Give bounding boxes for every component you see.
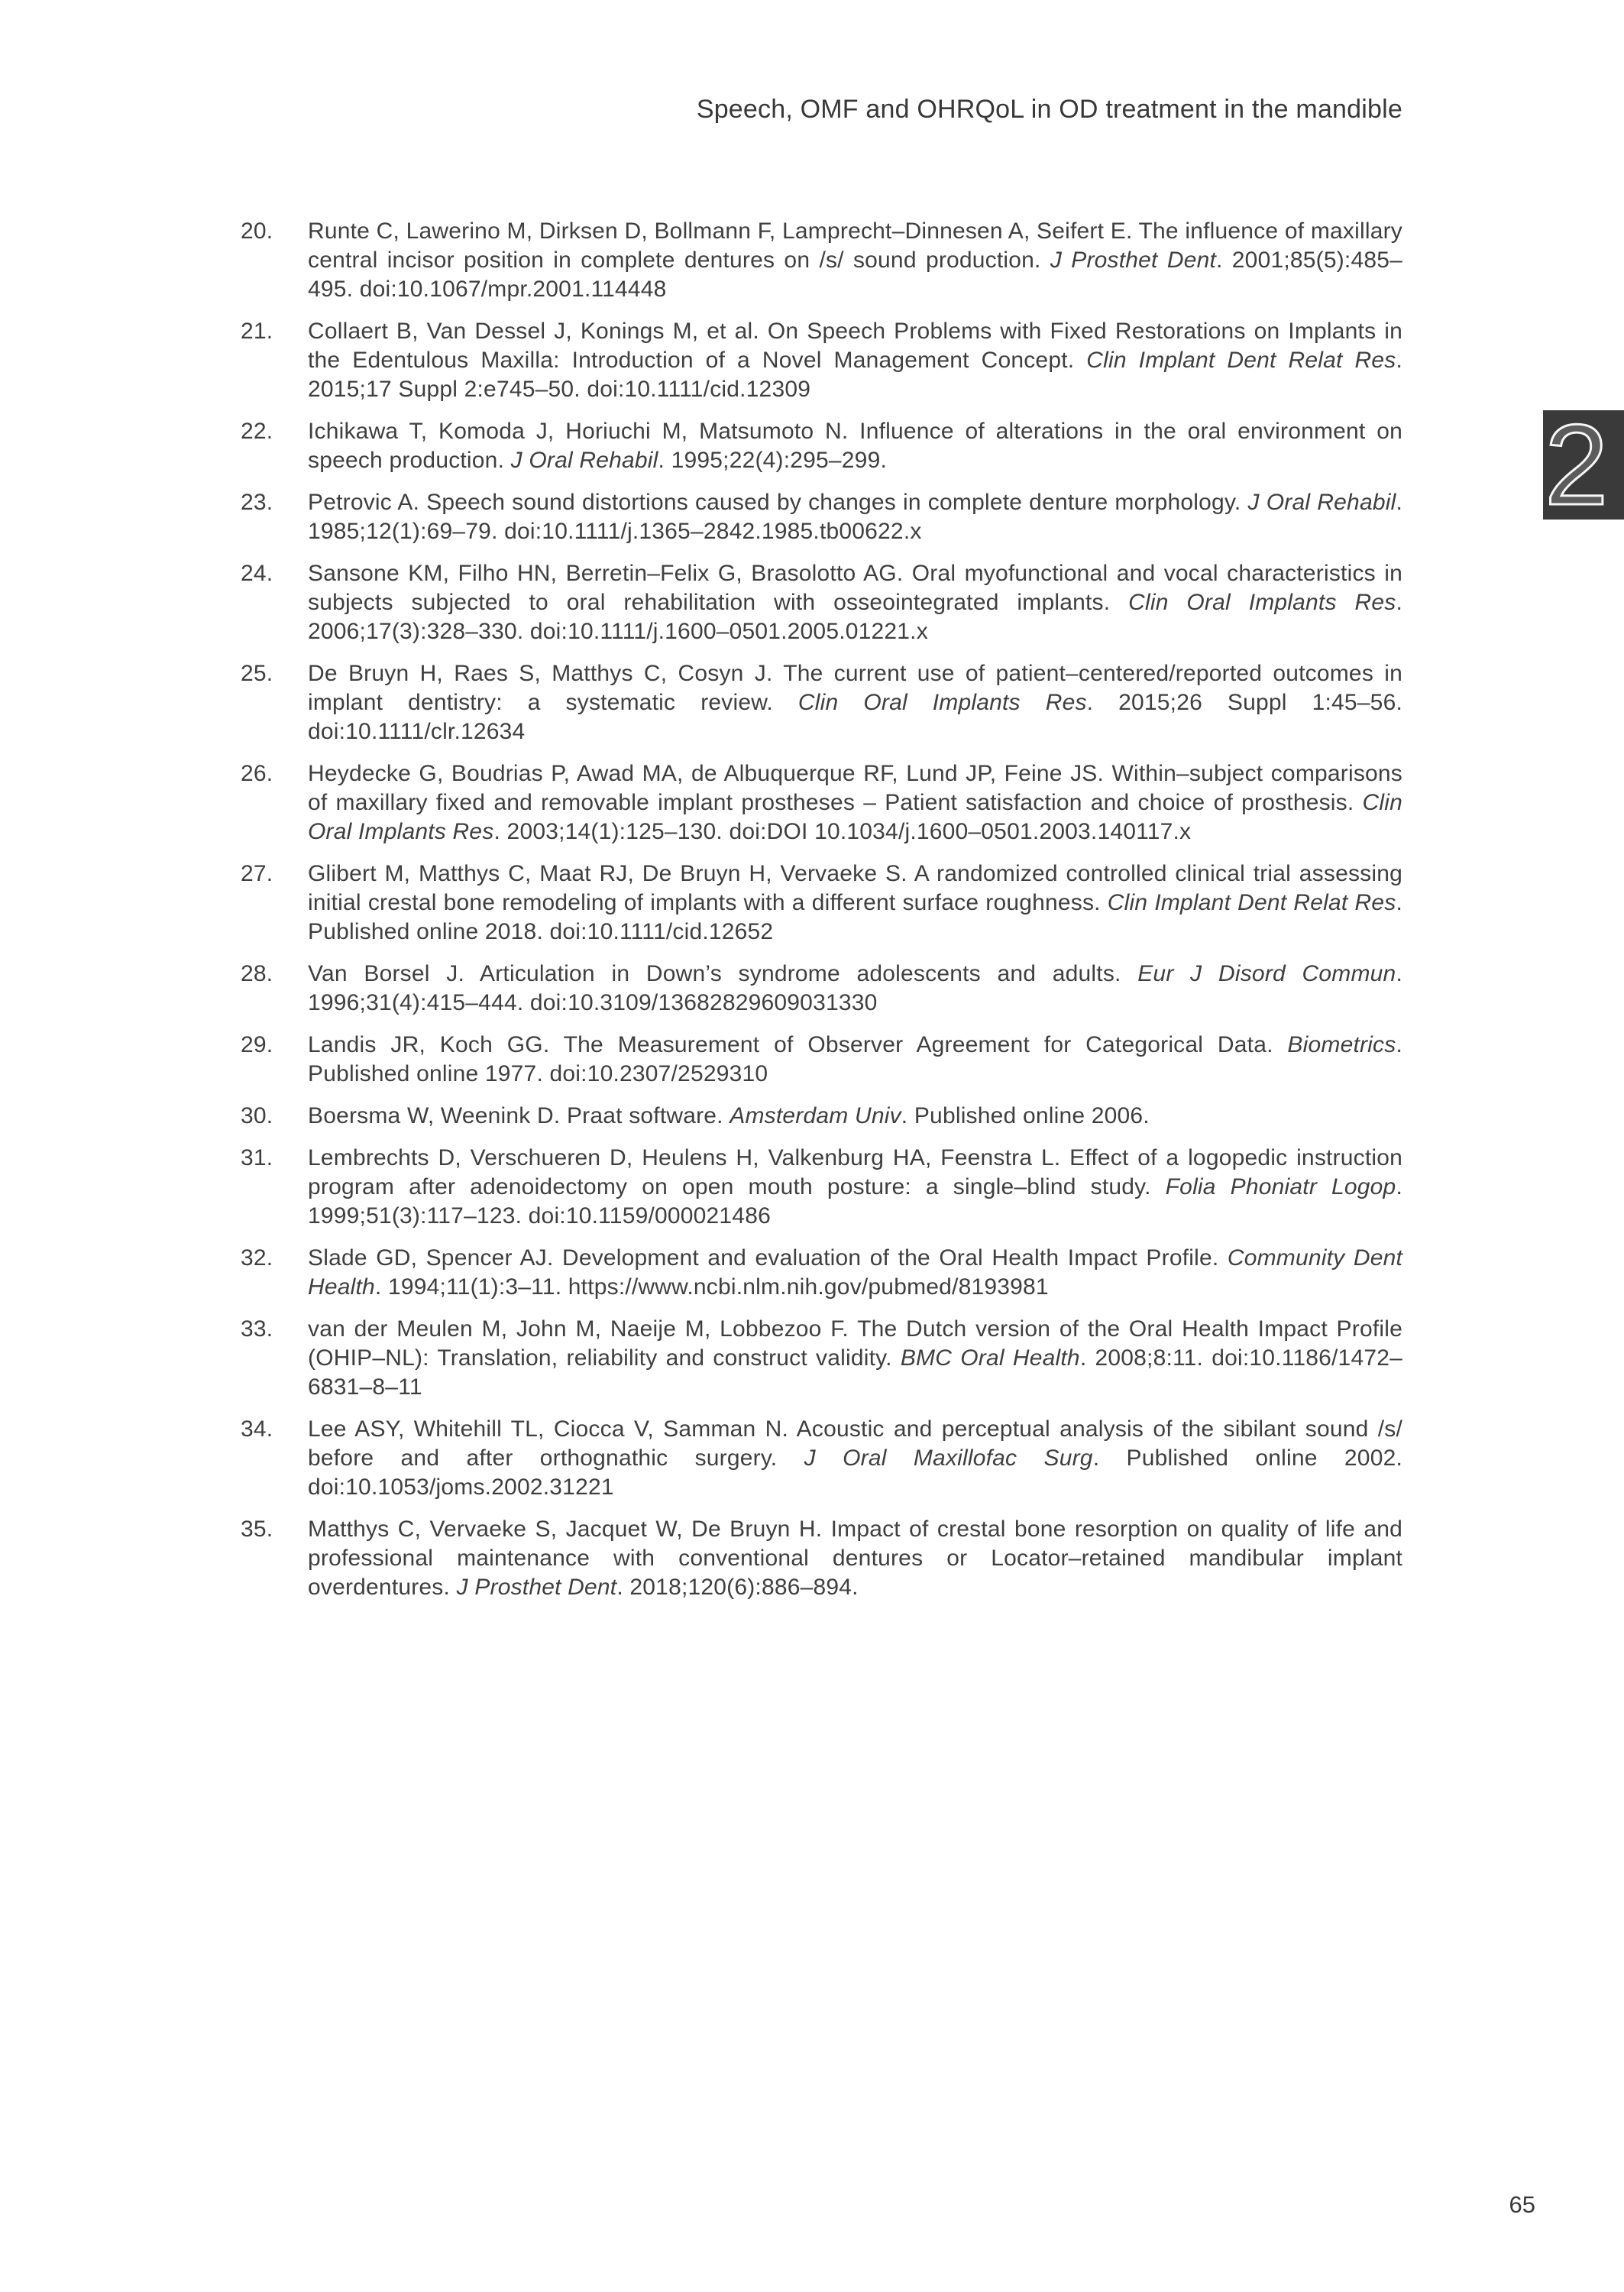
reference-text: Sansone KM, Filho HN, Berretin–Felix G, Brasolotto AG. Oral myofunctional and vocal characteristics in subjects subjected to oral rehabilitation with osseointegrated implants. Clin Oral Implants Res. 2006;17(3):328–330. doi:10.1111/j.1600–0501.2005.01221.x <box>308 561 1402 644</box>
reference-number: 33. <box>241 1316 273 1342</box>
reference-item <box>241 1415 1402 1502</box>
chapter-number: 2 <box>1545 400 1609 529</box>
reference-item <box>241 860 1402 947</box>
reference-number: 28. <box>241 961 273 986</box>
chapter-tab <box>1543 400 1624 529</box>
reference-number: 34. <box>241 1416 273 1442</box>
reference-text: Runte C, Lawerino M, Dirksen D, Bollmann F, Lamprecht–Dinnesen A, Seifert E. The influence of maxillary central incisor position in complete dentures on /s/ sound production. J Prosthet Dent. 2001;85(5):485–495. doi:10.1067/mpr.2001.114448 <box>308 219 1402 302</box>
reference-number: 23. <box>241 490 273 515</box>
reference-item <box>241 1315 1402 1402</box>
reference-item <box>241 317 1402 404</box>
reference-text: Matthys C, Vervaeke S, Jacquet W, De Bruyn H. Impact of crestal bone resorption on quality of life and professional maintenance with conventional dentures or Locator–retained mandibular implant overdentures. J Prosthet Dent. 2018;120(6):886–894. <box>308 1517 1402 1600</box>
reference-text: Slade GD, Spencer AJ. Development and evaluation of the Oral Health Impact Profile. Community Dent Health. 1994;11(1):3–11. https://www.ncbi.nlm.nih.gov/pubmed/8193981 <box>308 1245 1402 1300</box>
reference-number: 32. <box>241 1245 273 1271</box>
reference-number: 20. <box>241 219 273 244</box>
reference-number: 24. <box>241 561 273 586</box>
reference-number: 26. <box>241 761 273 786</box>
reference-item <box>241 1102 1402 1131</box>
reference-text: Ichikawa T, Komoda J, Horiuchi M, Matsumoto N. Influence of alterations in the oral environment on speech production. J Oral Rehabil. 1995;22(4):295–299. <box>308 419 1402 473</box>
reference-text: Glibert M, Matthys C, Maat RJ, De Bruyn H, Vervaeke S. A randomized controlled clinical trial assessing initial crestal bone remodeling of implants with a different surface roughness. Clin Implant Dent Relat Res. Published online 2018. doi:10.1111/cid.12652 <box>308 861 1402 944</box>
reference-item <box>241 488 1402 546</box>
reference-item <box>241 217 1402 304</box>
reference-list <box>241 217 1402 1615</box>
reference-item <box>241 1244 1402 1302</box>
reference-item <box>241 759 1402 847</box>
reference-text: Boersma W, Weenink D. Praat software. Amsterdam Univ. Published online 2006. <box>308 1103 1150 1128</box>
reference-item <box>241 559 1402 646</box>
reference-item <box>241 659 1402 746</box>
reference-text: Landis JR, Koch GG. The Measurement of Observer Agreement for Categorical Data. Biometrics. Published online 1977. doi:10.2307/2529310 <box>308 1032 1402 1086</box>
running-header: Speech, OMF and OHRQoL in OD treatment in the mandible <box>696 95 1402 124</box>
reference-text: Heydecke G, Boudrias P, Awad MA, de Albuquerque RF, Lund JP, Feine JS. Within–subject comparisons of maxillary fixed and removable implant prostheses – Patient satisfaction and choice of prosthesis. Clin Oral Implants Res. 2003;14(1):125–130. doi:DOI 10.1034/j.1600–0501.2003.140117.x <box>308 761 1402 844</box>
page-number: 65 <box>1509 2191 1535 2218</box>
reference-number: 31. <box>241 1145 273 1170</box>
reference-text: De Bruyn H, Raes S, Matthys C, Cosyn J. The current use of patient–centered/reported outcomes in implant dentistry: a systematic review. Clin Oral Implants Res. 2015;26 Suppl 1:45–56. doi:10.1111/clr.12634 <box>308 661 1402 744</box>
reference-number: 21. <box>241 319 273 344</box>
reference-text: Lembrechts D, Verschueren D, Heulens H, Valkenburg HA, Feenstra L. Effect of a logopedic instruction program after adenoidectomy on open mouth posture: a single–blind study. Folia Phoniatr Logop. 1999;51(3):117–123. doi:10.1159/000021486 <box>308 1145 1402 1229</box>
reference-text: Petrovic A. Speech sound distortions caused by changes in complete denture morphology. J Oral Rehabil. 1985;12(1):69–79. doi:10.1111/j.1365–2842.1985.tb00622.x <box>308 490 1402 544</box>
reference-text: Lee ASY, Whitehill TL, Ciocca V, Samman N. Acoustic and perceptual analysis of the sibilant sound /s/ before and after orthognathic surgery. J Oral Maxillofac Surg. Published online 2002. doi:10.1053/joms.2002.31221 <box>308 1416 1402 1500</box>
reference-item <box>241 1144 1402 1231</box>
reference-item <box>241 960 1402 1018</box>
reference-number: 35. <box>241 1517 273 1542</box>
reference-item <box>241 417 1402 475</box>
reference-text: van der Meulen M, John M, Naeije M, Lobbezoo F. The Dutch version of the Oral Health Impact Profile (OHIP–NL): Translation, reliability and construct validity. BMC Oral Health. 2008;8:11. doi:10.1186/1472–6831–8–11 <box>308 1316 1402 1400</box>
reference-item <box>241 1031 1402 1089</box>
reference-number: 25. <box>241 661 273 686</box>
reference-item <box>241 1515 1402 1602</box>
reference-number: 30. <box>241 1103 273 1128</box>
reference-number: 22. <box>241 419 273 444</box>
reference-number: 29. <box>241 1032 273 1057</box>
reference-number: 27. <box>241 861 273 886</box>
reference-text: Van Borsel J. Articulation in Down’s syndrome adolescents and adults. Eur J Disord Commun. 1996;31(4):415–444. doi:10.3109/13682829609031330 <box>308 961 1402 1015</box>
reference-text: Collaert B, Van Dessel J, Konings M, et al. On Speech Problems with Fixed Restorations on Implants in the Edentulous Maxilla: Introduction of a Novel Management Concept. Clin Implant Dent Relat Res. 2015;17 Suppl 2:e745–50. doi:10.1111/cid.12309 <box>308 319 1402 402</box>
